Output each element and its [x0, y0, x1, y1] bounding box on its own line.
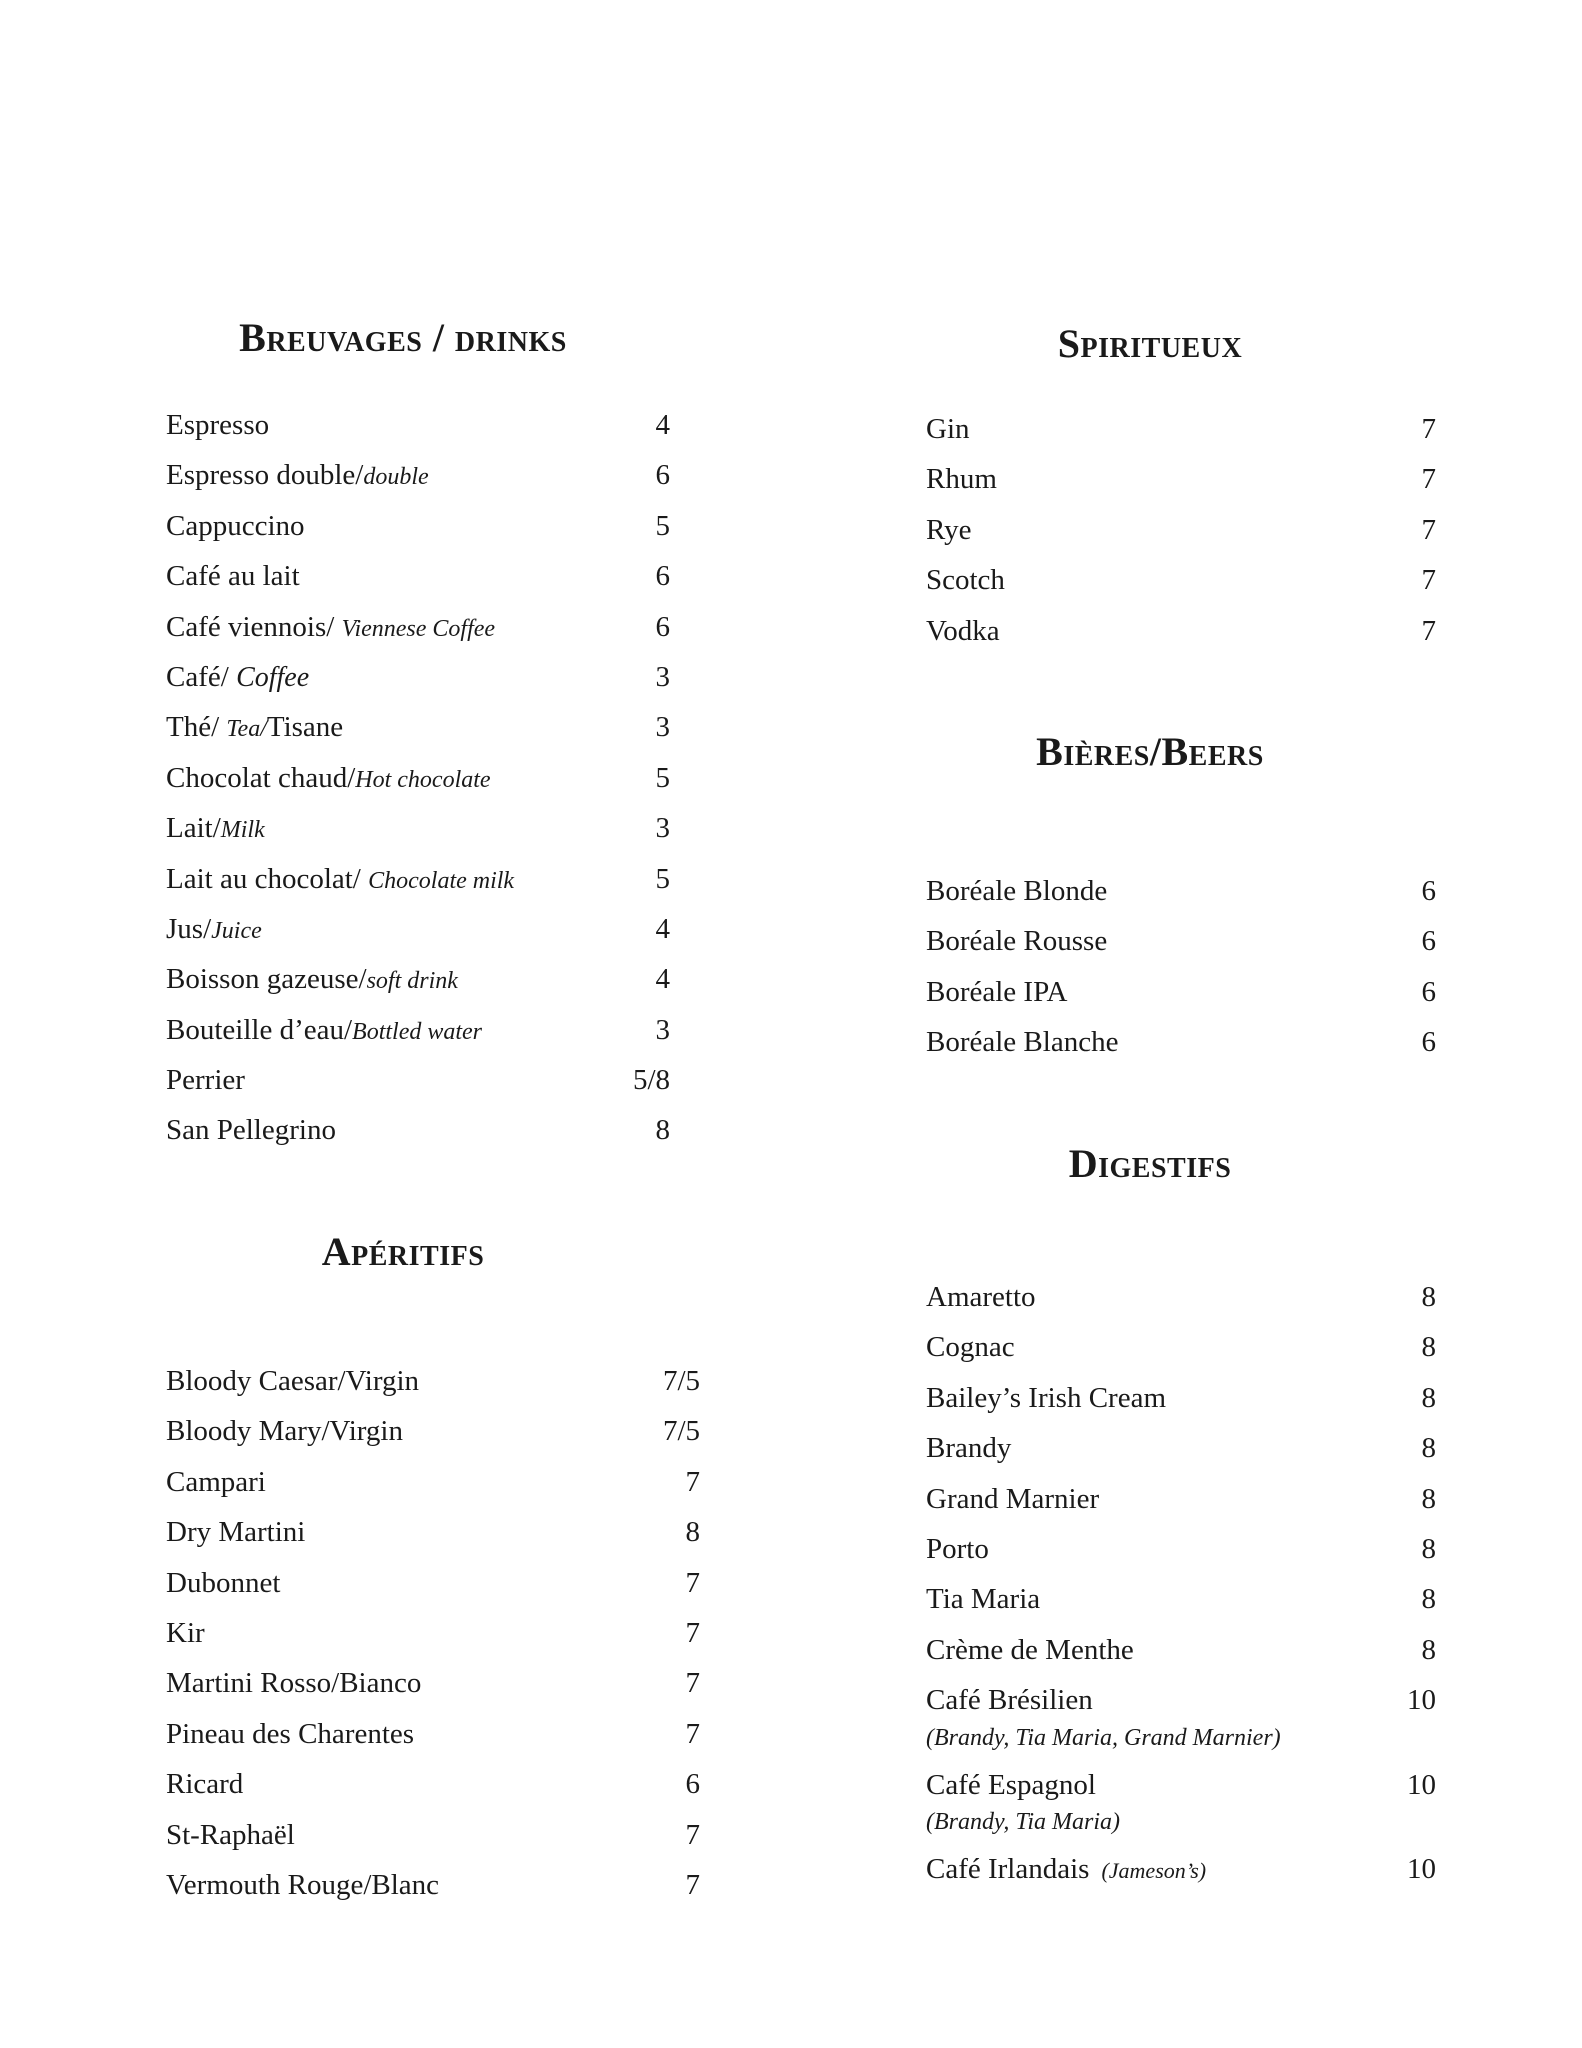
list-item: [926, 866, 1436, 916]
item-name: Cappuccino: [166, 509, 305, 542]
item-price: 8: [1421, 1432, 1436, 1465]
list-item: [926, 1844, 1436, 1894]
item-name: Martini Rosso/Bianco: [166, 1667, 422, 1700]
item-name: Campari: [166, 1465, 266, 1498]
beers-title: Bières/Beers: [1036, 729, 1264, 774]
item-price: 8: [1421, 1583, 1436, 1616]
item-note: (Brandy, Tia Maria, Grand Marnier): [926, 1724, 1281, 1751]
item-name: Vodka: [926, 614, 1000, 647]
list-item: [926, 1574, 1436, 1624]
aperitifs-title: Apéritifs: [321, 1229, 485, 1274]
item-price: 8: [1421, 1532, 1436, 1565]
list-item: [926, 454, 1436, 504]
item-price: 7: [1421, 614, 1436, 647]
list-item: [166, 904, 686, 954]
item-name: Jus/Juice: [166, 912, 262, 945]
list-item: [926, 1373, 1436, 1423]
list-item: [166, 1860, 700, 1910]
item-price: 6: [1421, 875, 1436, 907]
list-item: [166, 1457, 700, 1507]
list-item: [926, 505, 1436, 555]
item-name: Rye: [926, 513, 972, 546]
item-price: 7/5: [662, 1415, 700, 1448]
item-price: 7: [1421, 463, 1436, 496]
drinks-title: Breuvages / drinks: [239, 315, 567, 360]
beers-list: [926, 866, 1436, 1068]
item-name: Bloody Mary/Virgin: [166, 1415, 403, 1448]
item-price: 8: [1421, 1482, 1436, 1515]
item-name: Boréale IPA: [926, 975, 1068, 1008]
item-name: Café Irlandais (Jameson’s): [926, 1852, 1207, 1885]
item-price: 6: [685, 1768, 700, 1801]
item-price: 5: [655, 862, 670, 895]
list-item: [166, 954, 686, 1004]
item-name: Vermouth Rouge/Blanc: [166, 1868, 440, 1901]
item-name: Thé/ Tea/Tisane: [166, 711, 344, 744]
item-price: 7: [1421, 413, 1436, 445]
item-price: 3: [655, 812, 670, 845]
item-name: Boisson gazeuse/soft drink: [166, 963, 458, 996]
aperitifs-list: [166, 1356, 700, 1910]
item-price: 7/5: [662, 1365, 700, 1397]
list-item: [926, 404, 1436, 454]
list-item: [166, 1105, 686, 1155]
item-name: Kir: [166, 1616, 205, 1649]
list-item: [166, 702, 686, 752]
item-name: Pineau des Charentes: [166, 1717, 415, 1750]
item-name: St-Raphaël: [166, 1818, 295, 1851]
item-name: Lait/Milk: [166, 812, 265, 845]
list-item: [926, 1017, 1436, 1067]
list-item: [166, 1759, 700, 1809]
spiritueux-title: Spiritueux: [1057, 321, 1243, 366]
list-item: [166, 1507, 700, 1557]
item-name: Lait au chocolat/ Chocolate milk: [166, 862, 515, 895]
item-price: 6: [655, 560, 670, 593]
item-name: Dry Martini: [166, 1516, 306, 1549]
item-price: 10: [1407, 1852, 1436, 1885]
list-item: [926, 1625, 1436, 1675]
item-name: Amaretto: [926, 1281, 1036, 1313]
item-name: Crème de Menthe: [926, 1633, 1134, 1666]
item-price: 3: [655, 660, 670, 693]
item-price: 6: [655, 459, 670, 492]
list-item: [166, 1406, 700, 1456]
item-price: 3: [655, 711, 670, 744]
item-name: Brandy: [926, 1432, 1012, 1465]
item-price: 8: [1421, 1331, 1436, 1364]
item-price: 6: [655, 610, 670, 643]
list-item: [926, 1322, 1436, 1372]
item-price: 7: [685, 1868, 700, 1901]
list-item: [926, 916, 1436, 966]
item-name: Dubonnet: [166, 1566, 281, 1599]
list-item: [166, 1055, 686, 1105]
item-name: Boréale Rousse: [926, 925, 1108, 958]
item-price: 7: [685, 1667, 700, 1700]
item-name: Bailey’s Irish Cream: [926, 1381, 1167, 1414]
list-item: [926, 1474, 1436, 1524]
list-item: [926, 967, 1436, 1017]
item-price: 4: [655, 963, 670, 996]
item-price: 10: [1407, 1768, 1436, 1801]
item-price: 8: [685, 1516, 700, 1549]
item-name: Tia Maria: [926, 1583, 1041, 1616]
item-name: Cognac: [926, 1331, 1015, 1364]
item-name: Boréale Blanche: [926, 1026, 1119, 1059]
item-name: Bloody Caesar/Virgin: [166, 1365, 420, 1397]
item-price: 7: [685, 1566, 700, 1599]
item-price: 7: [685, 1465, 700, 1498]
list-item: [166, 1356, 700, 1406]
digestifs-list: [926, 1272, 1436, 1894]
list-item: [926, 606, 1436, 656]
item-price: 8: [655, 1114, 670, 1147]
item-name: Perrier: [166, 1064, 245, 1097]
list-item: [926, 1675, 1436, 1725]
item-name: Bouteille d’eau/Bottled water: [166, 1013, 483, 1046]
item-price: 5: [655, 509, 670, 542]
item-name: Café au lait: [166, 560, 300, 593]
item-name: Ricard: [166, 1768, 244, 1801]
item-price: 4: [655, 409, 670, 441]
list-item: [166, 803, 686, 853]
list-item: [166, 1709, 700, 1759]
item-price: 8: [1421, 1633, 1436, 1666]
item-name: Café Brésilien: [926, 1684, 1093, 1717]
item-price: 8: [1421, 1381, 1436, 1414]
list-item: [926, 1272, 1436, 1322]
list-item: [166, 652, 686, 702]
item-price: 7: [685, 1717, 700, 1750]
item-name: Grand Marnier: [926, 1482, 1100, 1515]
item-name: Café Espagnol: [926, 1768, 1096, 1801]
item-price: 5/8: [632, 1064, 670, 1097]
list-item: [166, 1658, 700, 1708]
item-price: 3: [655, 1013, 670, 1046]
item-price: 7: [1421, 564, 1436, 597]
item-name: Café/ Coffee: [166, 660, 310, 693]
item-name: Porto: [926, 1532, 989, 1565]
list-item: [166, 753, 686, 803]
item-name: Café viennois/ Viennese Coffee: [166, 610, 496, 643]
item-price: 8: [1421, 1281, 1436, 1313]
item-price: 6: [1421, 975, 1436, 1008]
item-name: Rhum: [926, 463, 997, 496]
item-note: (Brandy, Tia Maria): [926, 1808, 1121, 1835]
list-item: [926, 1423, 1436, 1473]
list-item: [926, 1760, 1436, 1810]
list-item: [166, 400, 686, 450]
item-name: Espresso double/double: [166, 459, 429, 492]
item-price: 7: [685, 1616, 700, 1649]
list-item: [166, 501, 686, 551]
item-price: 5: [655, 761, 670, 794]
item-name: Scotch: [926, 564, 1005, 597]
item-name: Gin: [926, 413, 970, 445]
item-name: Chocolat chaud/Hot chocolate: [166, 761, 491, 794]
item-price: 7: [1421, 513, 1436, 546]
item-name: Boréale Blonde: [926, 875, 1108, 907]
item-name: San Pellegrino: [166, 1114, 336, 1147]
list-item: [166, 551, 686, 601]
item-sub-note: (Jameson’s): [1101, 1857, 1207, 1883]
list-item: [166, 1558, 700, 1608]
drinks-list: [166, 400, 686, 1156]
item-price: 6: [1421, 1026, 1436, 1059]
list-item: [166, 602, 686, 652]
item-price: 7: [685, 1818, 700, 1851]
list-item: [926, 1524, 1436, 1574]
item-price: 6: [1421, 925, 1436, 958]
item-price: 10: [1407, 1684, 1436, 1717]
list-item: [166, 854, 686, 904]
digestifs-title: Digestifs: [1068, 1141, 1232, 1186]
spiritueux-list: [926, 404, 1436, 656]
item-price: 4: [655, 912, 670, 945]
list-item: [166, 1608, 700, 1658]
list-item: [166, 450, 686, 500]
list-item: [926, 555, 1436, 605]
list-item: [166, 1005, 686, 1055]
list-item: [166, 1810, 700, 1860]
item-name: Espresso: [166, 409, 270, 441]
